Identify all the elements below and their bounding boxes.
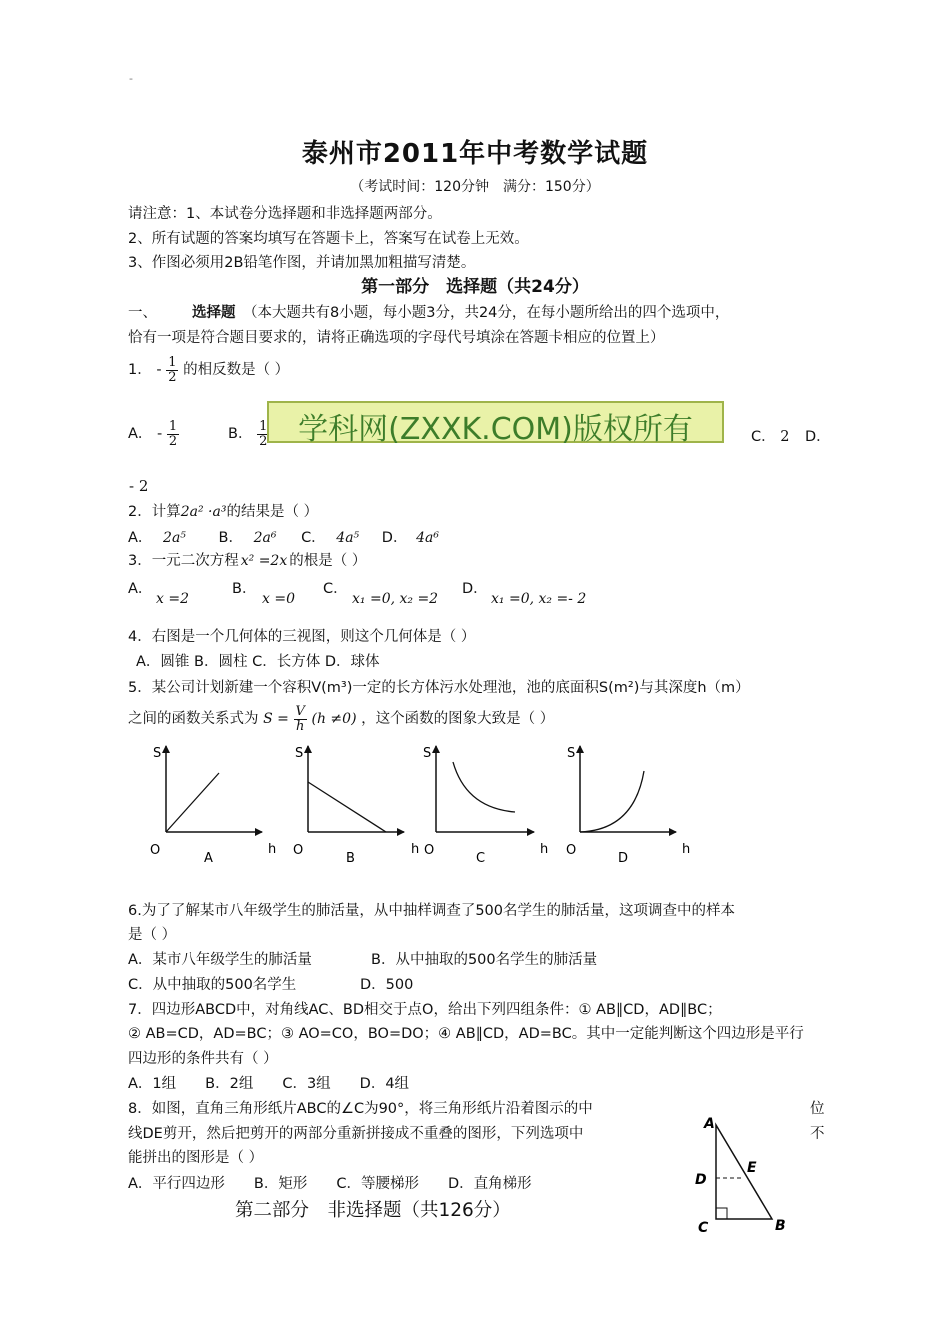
graph-b-origin: O [293,843,304,858]
question-8-line1-end: 位 [810,1101,825,1117]
q3-option-b: B． [232,581,257,597]
graph-c-x-label: h [540,842,549,857]
q3-option-a-value: x =2 [156,591,189,607]
graph-a-y-label: S [153,746,162,761]
question-8-line1: 8．如图，直角三角形纸片ABC的∠C为90°，将三角形纸片沿着图示的中 [128,1101,593,1117]
question-7-line2: ② AB=CD，AD=BC；③ AO=CO，BO=DO；④ AB∥CD，AD=BC。其中一定能判断这个四边形是平行 [128,1026,804,1042]
part1-title: 第一部分 选择题（共24分） [361,277,589,297]
question-7-line3: 四边形的条件共有（ ） [128,1051,278,1067]
question-5-line1: 5．某公司计划新建一个容积V(m³)一定的长方体污水处理池，池的底面积S(m²)与其深度h（m） [128,680,750,696]
label-a: A [704,1116,715,1132]
q3-option-a: A． [128,581,153,597]
graph-d-curve [580,771,644,832]
q1-option-a: A． - $\frac{1}{2}$ [128,418,178,449]
question-1: 1． - $\frac{1}{2}$ 的相反数是（ ） [128,354,290,385]
graph-d-caption: D [618,851,629,866]
q8-triangle-figure [690,1110,800,1240]
q1-option-b: B． $\frac{1}{2}$ [228,418,268,449]
right-angle-mark [716,1208,727,1219]
graph-c-origin: O [424,843,435,858]
q3-option-c: C． [323,581,348,597]
graph-a [150,746,276,866]
graph-b-x-label: h [411,842,420,857]
q6-option-d: D．500 [360,977,414,993]
q6-option-a: A．某市八年级学生的肺活量 [128,952,312,968]
graph-b [293,746,419,866]
graph-b-caption: B [346,851,355,866]
page-title: 泰州市2011年中考数学试题 [301,139,649,169]
note-2: 2、所有试题的答案均填写在答题卡上，答案写在试卷上无效。 [128,231,529,247]
question-4: 4．右图是一个几何体的三视图，则这个几何体是（ ） [128,629,476,645]
graph-c-curve [453,762,515,812]
label-e: E [747,1160,757,1176]
q3-option-d-value: x₁ =0, x₂ =- 2 [491,591,587,607]
q4-options: A．圆锥 B．圆柱 C．长方体 D．球体 [136,654,380,670]
q3-option-c-value: x₁ =0, x₂ =2 [352,591,439,607]
graph-a-origin: O [150,843,161,858]
q3-option-d: D． [462,581,488,597]
label-d: D [695,1172,707,1188]
fraction-half: $\frac{1}{2}$ [168,354,177,385]
question-6-line1: 6.为了了解某市八年级学生的肺活量，从中抽样调查了500名学生的肺活量，这项调查中的样本 [128,903,736,919]
q8-options: A．平行四边形 B．矩形 C．等腰梯形 D．直角梯形 [128,1176,532,1192]
q6-option-c: C．从中抽取的500名学生 [128,977,297,993]
note-1: 请注意：1、本试卷分选择题和非选择题两部分。 [128,206,442,222]
triangle-abc [716,1125,772,1219]
label-b: B [775,1218,786,1234]
q1-option-d: D． [805,429,831,445]
question-7-line1: 7．四边形ABCD中，对角线AC、BD相交于点O，给出下列四组条件：① AB∥CD，AD∥BC； [128,1002,722,1018]
graph-a-curve [166,773,219,832]
watermark-banner: 学科网(ZXXK.COM)版权所有 [267,401,724,443]
section1-desc-2: 恰有一项是符合题目要求的，请将正确选项的字母代号填涂在答题卡相应的位置上） [128,330,665,346]
section1-label: 选择题 [192,305,236,321]
graph-c [423,746,548,866]
label-c: C [698,1220,709,1236]
section1-desc-1: （本大题共有8小题，每小题3分，共24分，在每小题所给出的四个选项中， [243,305,730,321]
question-8-line2: 线DE剪开，然后把剪开的两部分重新拼接成不重叠的图形，下列选项中 [128,1126,584,1142]
section1-number: 一、 [128,305,157,321]
graph-b-y-label: S [295,746,304,761]
graph-c-caption: C [476,851,486,866]
exam-info: （考试时间：120分钟 满分：150分） [350,179,600,195]
note-3: 3、作图必须用2B铅笔作图，并请加黑加粗描写清楚。 [128,255,476,271]
q2-options: A． 2a⁵ B． 2a⁶ C． 4a⁵ D． 4a⁶ [128,530,439,546]
question-5-line2: 之间的函数关系式为 S = $\frac{V}{h}$ (h ≠0) ，这个函数的图象大致是（ ） [128,703,555,734]
q3-option-b-value: x =0 [262,591,295,607]
graph-b-curve [308,782,386,832]
graph-a-caption: A [204,851,213,866]
question-8-line3: 能拼出的图形是（ ） [128,1150,264,1166]
header-mark: - [129,72,133,85]
q1-option-c: C． 2 [751,429,790,445]
question-2: 2．计算2a² ·a³的结果是（ ） [128,504,319,520]
graph-d-y-label: S [567,746,576,761]
q1-option-d-value: - 2 [129,477,149,495]
q6-option-b: B．从中抽取的500名学生的肺活量 [371,952,598,968]
graph-a-x-label: h [268,842,277,857]
question-6-line2: 是（ ） [128,927,177,943]
question-8-line2-end: 不 [810,1126,825,1142]
graph-c-y-label: S [423,746,432,761]
q7-options: A．1组 B．2组 C．3组 D．4组 [128,1076,410,1092]
q5-graphs [0,735,950,870]
graph-d-x-label: h [682,842,691,857]
question-3: 3．一元二次方程 x² =2x 的根是（ ） [128,553,367,569]
part2-title: 第二部分 非选择题（共126分） [235,1200,511,1221]
graph-d [566,746,690,866]
graph-d-origin: O [566,843,577,858]
